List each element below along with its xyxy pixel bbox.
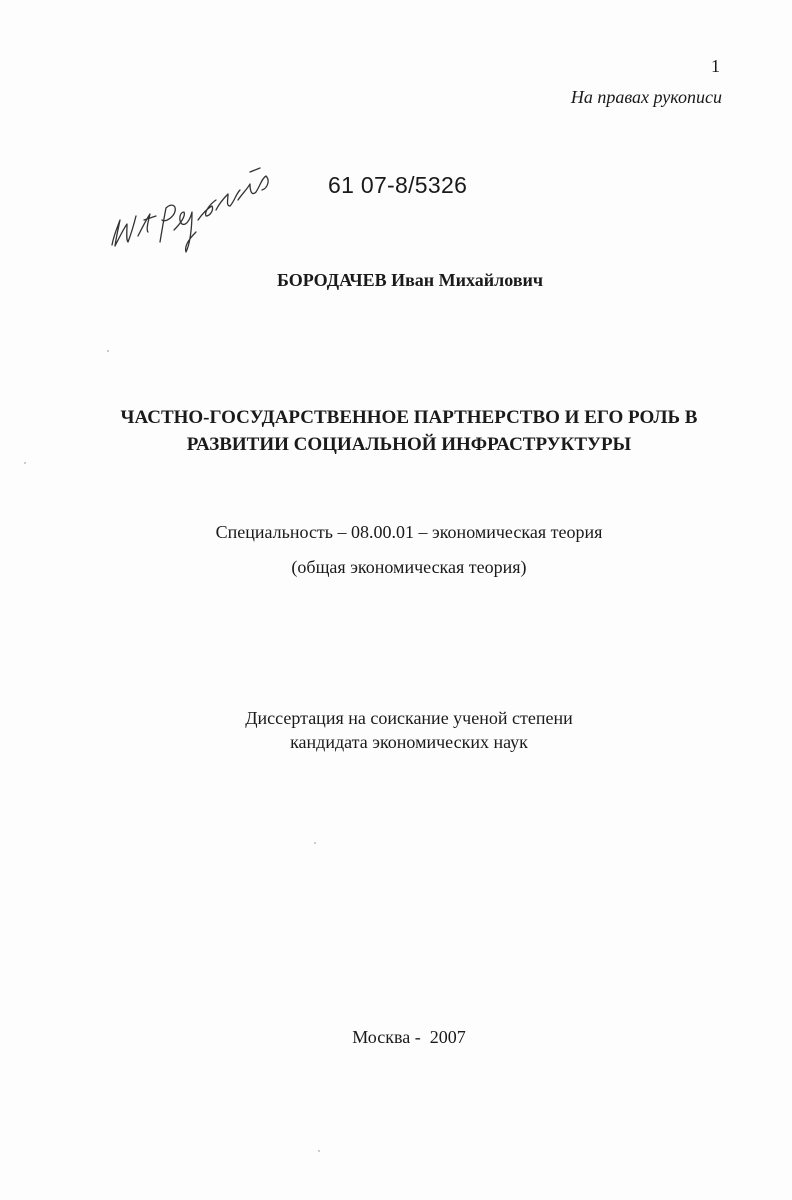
- dissertation-title: [0, 404, 792, 458]
- degree-line-1: Диссертация на соискание ученой степени: [245, 708, 573, 728]
- specialty-subline: (общая экономическая теория): [291, 557, 527, 577]
- scan-speck: [314, 842, 316, 844]
- scan-speck: [24, 462, 26, 464]
- title-line-2: РАЗВИТИИ СОЦИАЛЬНОЙ ИНФРАСТРУКТУРЫ: [186, 434, 632, 455]
- title-line-1: ЧАСТНО-ГОСУДАРСТВЕННОЕ ПАРТНЕРСТВО И ЕГО РОЛЬ В: [120, 407, 698, 428]
- catalog-number: 61 07-8/5326: [328, 172, 468, 198]
- city-year: Москва - 2007: [352, 1027, 466, 1047]
- specialty-line: Специальность – 08.00.01 – экономическая теория: [215, 522, 603, 542]
- degree-line-2: кандидата экономических наук: [290, 732, 528, 752]
- scan-speck: [107, 350, 109, 352]
- scan-speck: [318, 1150, 320, 1152]
- author-name: БОРОДАЧЕВ Иван Михайлович: [276, 270, 544, 290]
- handwritten-signature: [100, 150, 280, 260]
- degree-statement: [0, 706, 792, 754]
- rights-notice: На правах рукописи: [570, 87, 722, 107]
- page-number: 1: [711, 56, 720, 76]
